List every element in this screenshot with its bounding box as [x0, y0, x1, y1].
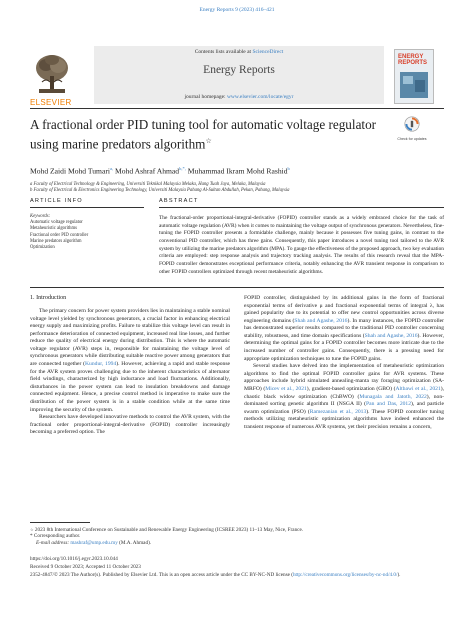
author-mark[interactable]: a,	[109, 166, 114, 171]
journal-cover-image[interactable]	[394, 49, 434, 104]
author-name[interactable]: Mohd Ashraf Ahmad	[114, 166, 180, 176]
citation-link[interactable]: Shah and Agashe, 2016	[294, 317, 348, 324]
text-run: Several studies have delved into the implementation of metaheuristic optimization algorithms to find the optimal FOPID controller gains for AVR systems. These approaches include hybrid simulated annealing-manta ray foraging optimization (SA-MRFO) (	[244, 363, 444, 392]
article-title	[30, 117, 385, 152]
citation-link[interactable]: Altbawi et al., 2021	[395, 385, 441, 392]
footnote-mark: *	[30, 533, 33, 539]
citation-link[interactable]: Shah and Agashe, 2016	[364, 332, 418, 339]
email-label: E-mail address:	[36, 540, 70, 546]
text-run: ). However, achieving a rapid and stable response for the AVR system proves challenging due to the inherent characteristics of alternator field windings, characterized by high inductance and load fluctuations. Additionally, disturbances in the power system can lead to insulation breakdowns and damage connected equipment. Hence, a precise control method is imperative to make sure the distribution of the power system is in a stable condition while at the same time improving the security of the system.	[30, 361, 230, 413]
right-column	[244, 295, 444, 431]
footnote-text: 2023 8th International Conference on Sustainable and Renewable Energy Engineering (ICSREE 2023) 11–13 May, Nice, France.	[34, 527, 304, 533]
abstract-heading: ABSTRACT	[159, 198, 199, 204]
keyword-item: Marine predators algorithm	[30, 238, 82, 244]
intro-paragraph	[30, 308, 230, 414]
keyword-item: Fractional order PID controller	[30, 232, 89, 238]
text-run: ), chaotic black widow optimization (ChBWO) (	[244, 385, 444, 400]
contents-prefix: Contents lists available at	[194, 49, 253, 55]
abstract-bottom-rule	[30, 287, 444, 288]
contents-line	[94, 49, 384, 55]
homepage-link[interactable]: www.elsevier.com/locate/egyr	[226, 94, 294, 100]
journal-title: Energy Reports	[203, 64, 275, 76]
text-run: ), gradient-based optimization (GBO) (	[306, 385, 396, 392]
intro-paragraph	[244, 295, 444, 363]
author-name[interactable]: Muhammad Ikram Mohd Rashid	[187, 166, 288, 176]
cover-title: ENERGY REPORTS	[398, 54, 428, 67]
sciencedirect-link[interactable]: ScienceDirect	[252, 49, 284, 55]
abstract-text: The fractional-order proportional-integral-derivative (FOPID) controller stands as a widely embraced choice for the task of automatic voltage regulation (AVR) when it comes to maintaining the voltage output of synchronous generators. Nevertheless, fine-tuning the FOPID controller presents a formidable challenge, mainly because it possesses five tuning gains, in contrast to the conventional PID controller, which has three gains. Consequently, this paper introduces a novel tuning tool tailored to the AVR system by utilizing the marine predators algorithm (MPA). To gauge the effectiveness of the proposed approach, two key evaluation criteria are employed: step response analysis and trajectory tracking analysis. The results of this research reveal that the MPA-FOPID controller demonstrates exceptional performance criteria, notably enhancing the AVR transient response in comparison to other FOPID controllers optimized through recent metaheuristic algorithms.	[159, 215, 444, 275]
footnote-corresponding	[30, 533, 80, 540]
cover-graphic	[395, 50, 433, 103]
check-for-updates-button[interactable]	[396, 116, 428, 141]
keyword-item: Metaheuristic algorithms	[30, 226, 77, 232]
text-run: ). In many instances, the FOPID controller has demonstrated superior results compared to the traditional PID controller concerning stability, robustness, and time domain specifications (	[244, 317, 444, 339]
section-heading-introduction: 1. Introduction	[30, 295, 67, 301]
author-mark[interactable]: b,*,	[179, 166, 186, 171]
check-updates-icon	[404, 116, 420, 132]
keywords-label: Keywords:	[30, 214, 51, 219]
intro-paragraph	[244, 363, 444, 431]
author-mark[interactable]: b	[287, 166, 290, 171]
intro-paragraph: Researchers have developed innovative methods to control the AVR system, with the fractional order proportional-integral-derivative (FOPID) controller increasingly becoming a preferred option. The	[30, 414, 230, 436]
journal-citation-link[interactable]: Energy Reports 9 (2023) 416–421	[199, 7, 275, 13]
article-info-rule	[30, 207, 144, 208]
article-title-text: A fractional order PID tuning tool for automatic voltage regulator using marine predators algorithm	[30, 117, 377, 152]
email-link[interactable]: mashraf@ump.edu.my	[70, 540, 118, 546]
citation-link[interactable]: Micev et al., 2021	[265, 385, 307, 392]
left-column	[30, 308, 230, 437]
abstract-rule	[159, 207, 444, 208]
elsevier-tree-logo	[33, 52, 71, 96]
keywords-block	[30, 214, 150, 251]
journal-banner	[94, 46, 384, 104]
keyword-item: Optimization	[30, 245, 55, 251]
text-run: The primary concern for power system providers lies in maintaining a stable nominal voltage level yielded by synchronous generators, a crucial factor in enhancing electrical energy supply and maximizing profits. Failure to stabilize this voltage level can result in performance deterioration of connected equipment, increased real line losses, and further reduce the quality of electrical energy during distribution. This is where the automatic voltage regulator (AVR) steps in, responsible for maintaining the voltage level of synchronous generators while distributing suitable reactive power among generators that are connected together (	[30, 308, 230, 368]
author-list	[30, 166, 290, 176]
footnote-text: Corresponding author.	[33, 533, 81, 539]
author-name[interactable]: Mohd Zaidi Mohd Tumari	[30, 166, 110, 176]
check-updates-label: Check for updates	[397, 137, 427, 141]
text-run: ). These FOPID controller tuning methods utilizing metaheuristic optimization algorithms have indeed enhanced the transient response of numerous AVR systems, yet their precision remains a concern,	[244, 408, 444, 430]
citation-link[interactable]: Ramezanian et al., 2013	[309, 408, 367, 415]
title-footnote-mark: ☆	[205, 137, 212, 145]
doi-link[interactable]: https://doi.org/10.1016/j.egyr.2023.10.044	[30, 556, 118, 562]
header-rule	[30, 108, 444, 109]
footnote-mark: ☆	[30, 527, 34, 532]
citation-link[interactable]: Kundur, 1994	[85, 361, 117, 368]
footnote-email	[36, 540, 151, 547]
homepage-prefix: journal homepage:	[184, 94, 227, 100]
license-text: ).	[397, 572, 401, 578]
affiliation: a Faculty of Electrical Technology & Engineering, Universiti Teknikal Malaysia Melaka, Hang Tuah Jaya, Melaka, Malaysia	[30, 182, 266, 187]
homepage-line	[94, 94, 384, 100]
citation-link[interactable]: Pan and Das, 2012	[366, 401, 412, 408]
email-owner: (M.A. Ahmad).	[119, 540, 152, 546]
article-info-heading: ARTICLE INFO	[30, 198, 83, 204]
license-statement	[30, 572, 444, 579]
text-run: ), non-dominated sorting genetic algorithm II (NSGA II) (	[244, 393, 444, 408]
text-run: ), and particle swarm optimization (PSO) (	[244, 401, 444, 415]
keyword-item: Automatic voltage regulator	[30, 220, 83, 226]
footnote-conference	[30, 526, 444, 534]
citation-link[interactable]: Munagala and Jatoth, 2022	[359, 393, 427, 400]
license-link[interactable]: http://creativecommons.org/licenses/by-nc-nd/4.0/	[292, 572, 398, 578]
license-text: 2352-4847/© 2023 The Author(s). Published by Elsevier Ltd. This is an open access article under the CC BY-NC-ND license (	[30, 572, 293, 578]
received-dates: Received 9 October 2023; Accepted 11 October 2023	[30, 564, 141, 570]
text-run: ). However, determining the optimal gains for a FOPID controller becomes more intricate due to the increased number of controller gains. Consequently, there is a pressing need for appropriate optimization techniques to tune the FOPID gains.	[244, 332, 444, 362]
footnote-rule	[30, 522, 90, 523]
affiliation: b Faculty of Electrical & Electronics Engineering Technology, Universiti Malaysia Pahang Al-Sultan Abdullah, Pekan, Pahang, Malaysia	[30, 188, 290, 193]
elsevier-wordmark[interactable]: ELSEVIER	[30, 98, 72, 107]
text-run: FOPID controller, distinguished by its additional gains in the form of fractional exponential terms of derivative μ and fractional exponential terms of integral λ, has gained popularity due to its potential to offer new control opportunities across diverse engineering domains (	[244, 295, 444, 324]
